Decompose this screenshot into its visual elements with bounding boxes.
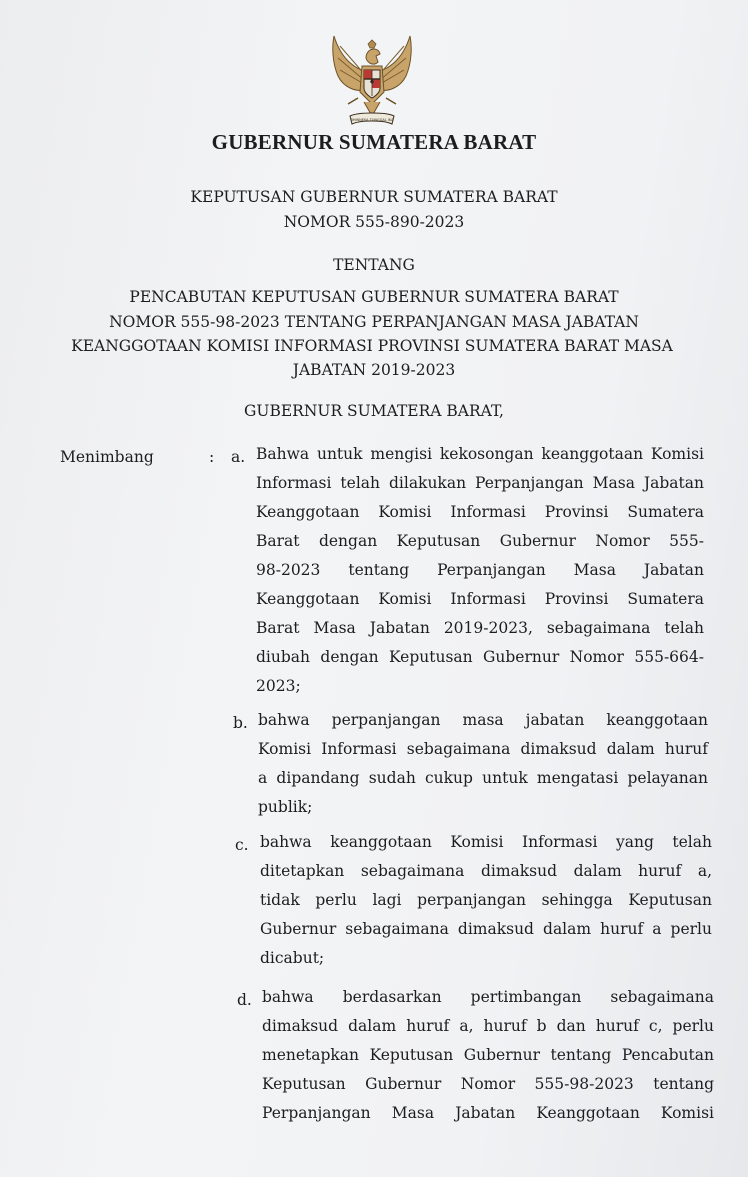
about-heading: TENTANG — [333, 256, 415, 274]
text-line: Keputusan Gubernur Nomor 555-98-2023 tentang — [262, 1075, 714, 1093]
subject-line: PENCABUTAN KEPUTUSAN GUBERNUR SUMATERA BARAT — [129, 288, 619, 306]
issuer-line: GUBERNUR SUMATERA BARAT, — [244, 402, 504, 420]
consideration-item-d — [262, 983, 714, 1128]
item-letter-c: c. — [235, 836, 249, 854]
text-line: Keanggotaan Komisi Informasi Provinsi Sumatera — [256, 590, 704, 608]
institution-title: GUBERNUR SUMATERA BARAT — [211, 130, 537, 154]
consideration-item-a — [256, 440, 704, 701]
text-line: bahwa berdasarkan pertimbangan sebagaimana — [262, 988, 714, 1006]
text-line: Informasi telah dilakukan Perpanjangan Masa Jabatan — [256, 474, 704, 492]
text-line: ditetapkan sebagaimana dimaksud dalam huruf a, — [260, 862, 712, 880]
garuda-emblem-icon — [328, 32, 416, 132]
text-line: Perpanjangan Masa Jabatan Keanggotaan Komisi — [262, 1104, 714, 1122]
text-line: tidak perlu lagi perpanjangan sehingga Keputusan — [260, 891, 712, 909]
text-line: Barat dengan Keputusan Gubernur Nomor 555- — [256, 532, 704, 550]
subject-line: NOMOR 555-98-2023 TENTANG PERPANJANGAN MASA JABATAN — [109, 313, 639, 331]
text-line: diubah dengan Keputusan Gubernur Nomor 555-664- — [256, 648, 704, 666]
consideration-item-b — [258, 706, 708, 822]
subject-line: JABATAN 2019-2023 — [292, 361, 456, 379]
item-letter-b: b. — [233, 714, 248, 732]
text-line: Gubernur sebagaimana dimaksud dalam huruf a perlu — [260, 920, 712, 938]
text-line: Barat Masa Jabatan 2019-2023, sebagaimana telah — [256, 619, 704, 637]
text-line: 98-2023 tentang Perpanjangan Masa Jabatan — [256, 561, 704, 579]
text-line: dicabut; — [260, 949, 325, 967]
text-line: publik; — [258, 798, 313, 816]
considering-colon: : — [209, 448, 215, 466]
consideration-item-c — [260, 828, 712, 973]
svg-text:BHINNEKA TUNGGAL IKA: BHINNEKA TUNGGAL IKA — [350, 118, 394, 122]
text-line: 2023; — [256, 677, 301, 695]
decree-number: NOMOR 555-890-2023 — [283, 213, 465, 231]
text-line: Komisi Informasi sebagaimana dimaksud dalam huruf — [258, 740, 708, 758]
text-line: Keanggotaan Komisi Informasi Provinsi Sumatera — [256, 503, 704, 521]
text-line: Bahwa untuk mengisi kekosongan keanggotaan Komisi — [256, 445, 704, 463]
text-line: menetapkan Keputusan Gubernur tentang Pencabutan — [262, 1046, 714, 1064]
item-letter-a: a. — [231, 448, 246, 466]
text-line: bahwa keanggotaan Komisi Informasi yang telah — [260, 833, 712, 851]
subject-line: KEANGGOTAAN KOMISI INFORMASI PROVINSI SUMATERA BARAT MASA — [71, 337, 673, 355]
item-letter-d: d. — [237, 991, 252, 1009]
text-line: dimaksud dalam huruf a, huruf b dan huruf c, perlu — [262, 1017, 714, 1035]
decree-title: KEPUTUSAN GUBERNUR SUMATERA BARAT — [190, 188, 558, 206]
text-line: bahwa perpanjangan masa jabatan keanggotaan — [258, 711, 708, 729]
text-line: a dipandang sudah cukup untuk mengatasi pelayanan — [258, 769, 708, 787]
considering-label: Menimbang — [60, 448, 154, 466]
